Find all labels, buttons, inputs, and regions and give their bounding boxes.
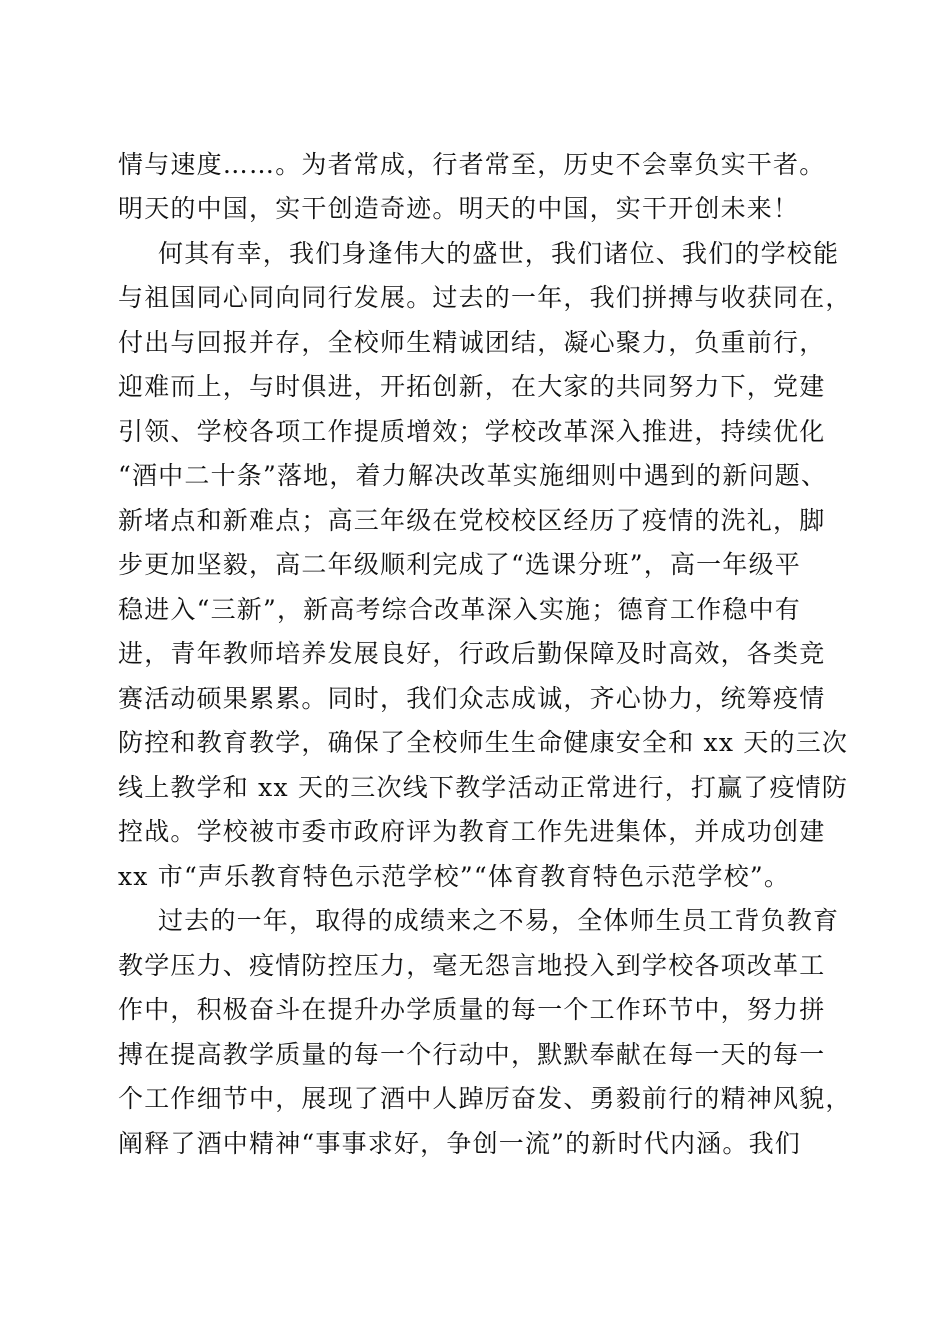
text-line: 步更加坚毅，高二年级顺利完成了“选课分班”，高一年级平 — [118, 550, 801, 579]
paragraph-first-line: 过去的一年，取得的成绩来之不易，全体师生员工背负教育 — [158, 906, 840, 935]
text-line: 稳进入“三新”，新高考综合改革深入实施；德育工作稳中有 — [118, 595, 801, 624]
text-line: 个工作细节中，展现了酒中人踔厉奋发、勇毅前行的精神风貌， — [118, 1084, 852, 1113]
text-line: 防控和教育教学，确保了全校师生生命健康安全和 xx 天的三次 — [118, 728, 849, 757]
text-line: 明天的中国，实干创造奇迹。明天的中国，实干开创未来！ — [118, 194, 800, 223]
text-line: 新堵点和新难点；高三年级在党校校区经历了疫情的洗礼，脚 — [118, 506, 826, 535]
text-line: 迎难而上，与时俱进，开拓创新，在大家的共同努力下，党建 — [118, 372, 826, 401]
text-line: 情与速度……。为者常成，行者常至，历史不会辜负实干者。 — [118, 150, 826, 179]
text-line: 赛活动硕果累累。同时，我们众志成诚，齐心协力，统筹疫情 — [118, 684, 826, 713]
text-line: 进，青年教师培养发展良好，行政后勤保障及时高效，各类竞 — [118, 639, 826, 668]
text-line: 与祖国同心同向同行发展。过去的一年，我们拼搏与收获同在， — [118, 283, 852, 312]
text-line: “酒中二十条”落地，着力解决改革实施细则中遇到的新问题、 — [118, 461, 828, 490]
text-line: 控战。学校被市委市政府评为教育工作先进集体，并成功创建 — [118, 817, 826, 846]
text-line: 引领、学校各项工作提质增效；学校改革深入推进，持续优化 — [118, 417, 826, 446]
text-line: 线上教学和 xx 天的三次线下教学活动正常进行，打赢了疫情防 — [118, 773, 849, 802]
text-line: 搏在提高教学质量的每一个行动中，默默奉献在每一天的每一 — [118, 1040, 826, 1069]
text-line: 教学压力、疫情防控压力，毫无怨言地投入到学校各项改革工 — [118, 951, 826, 980]
text-line: 作中，积极奋斗在提升办学质量的每一个工作环节中，努力拼 — [118, 995, 826, 1024]
text-line: 付出与回报并存，全校师生精诚团结，凝心聚力，负重前行， — [118, 328, 826, 357]
text-line: xx 市“声乐教育特色示范学校”“体育教育特色示范学校”。 — [118, 862, 791, 891]
text-line: 阐释了酒中精神“事事求好，争创一流”的新时代内涵。我们 — [118, 1129, 801, 1158]
paragraph-first-line: 何其有幸，我们身逢伟大的盛世，我们诸位、我们的学校能 — [158, 239, 840, 268]
